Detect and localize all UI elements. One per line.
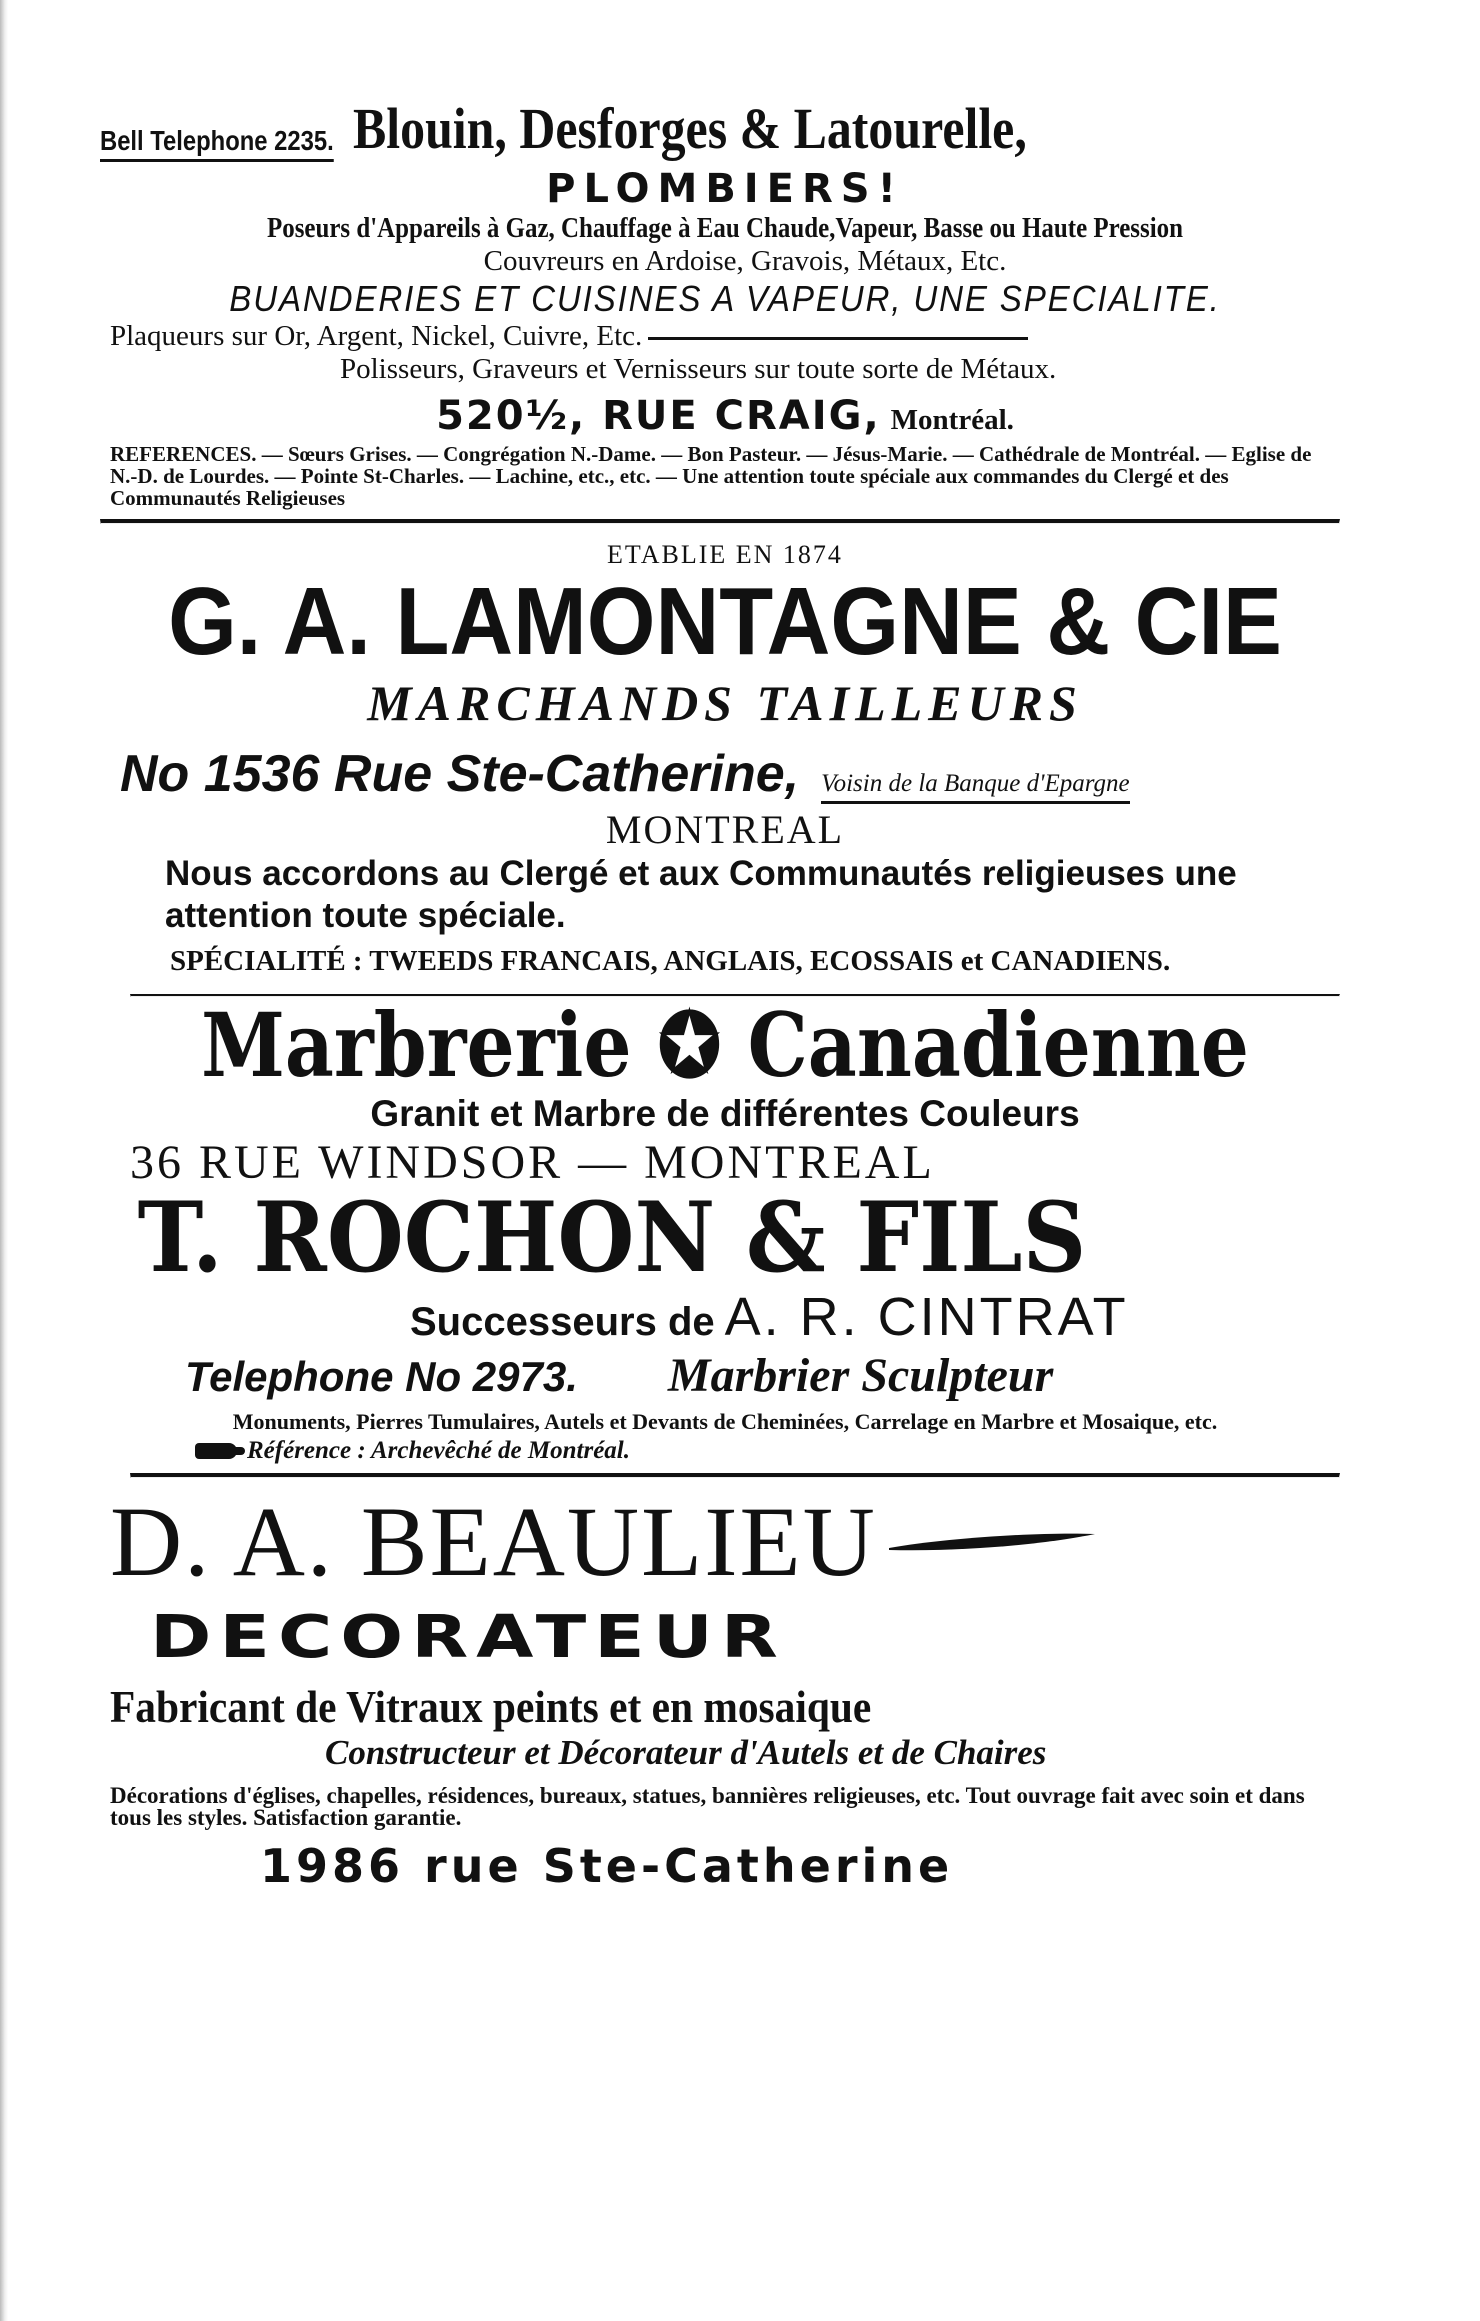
ad3-sculptor: Marbrier Sculpteur (667, 1349, 1054, 1402)
ad2-city: MONTREAL (605, 807, 845, 852)
ad1-references: REFERENCES. — Sœurs Grises. — Congrégation N.-Dame. — Bon Pasteur. — Jésus-Marie. — Cathédrale de Montréal. — Eglise de N.-D. de Lourdes. — Pointe St-Charles. — Lachine, etc., etc. — Une attention toute spéciale aux commandes du Clergé et des Communautés Religieuses (110, 442, 1312, 510)
page-edge-shadow (0, 0, 8, 2321)
ad1-city: Montréal. (890, 404, 1014, 436)
ad2-established: ETABLIE EN 1874 (607, 540, 843, 569)
ad3-subtitle: Granit et Marbre de différentes Couleurs (370, 1093, 1080, 1134)
ad4-description: Décorations d'églises, chapelles, résidences, bureaux, statues, bannières religieuses, etc. Tout ouvrage fait avec soin et dans tous les styles. Satisfaction garantie. (110, 1783, 1305, 1830)
ad2-trade: MARCHANDS TAILLEURS (367, 675, 1083, 731)
ad3-successors-prefix: Successeurs de (410, 1300, 715, 1344)
ad3-telephone-row (110, 1348, 1340, 1403)
ad3-successors (110, 1286, 1340, 1348)
ad4-trade: DECORATEUR (150, 1602, 786, 1672)
divider-1 (100, 519, 1340, 524)
ad1-roofing-line: Couvreurs en Ardoise, Gravois, Métaux, Etc. (483, 245, 1007, 277)
ad-marbrerie-canadienne (110, 993, 1340, 1465)
ad1-plating-text: Plaqueurs sur Or, Argent, Nickel, Cuivre, Etc. (110, 320, 643, 352)
divider-3 (130, 1473, 1340, 1478)
ad2-clergy-text: Nous accordons au Clergé et aux Communautés religieuses une attention toute spéciale. (165, 854, 1237, 935)
ad3-successors-name: A. R. CINTRAT (724, 1287, 1129, 1347)
ad1-plating-rule (648, 337, 1028, 340)
ad-blouin-desforges-latourelle (100, 95, 1340, 510)
ad1-services-line: Poseurs d'Appareils à Gaz, Chauffage à Eau Chaude,Vapeur, Basse ou Haute Pression (267, 212, 1183, 244)
advertisement-page (100, 95, 1340, 1893)
ad-beaulieu (110, 1486, 1340, 1893)
ad3-reference-row (110, 1437, 1340, 1465)
ad4-constructeur: Constructeur et Décorateur d'Autels et de Chaires (325, 1733, 1047, 1772)
ad2-address: No 1536 Rue Ste-Catherine, (120, 745, 800, 803)
pointing-hand-icon (195, 1443, 237, 1459)
ad1-telephone: Bell Telephone 2235. (100, 125, 334, 162)
ad3-address: 36 RUE WINDSOR — MONTREAL (130, 1136, 935, 1189)
ad3-telephone: Telephone No 2973. (185, 1353, 578, 1400)
swash-ornament (887, 1528, 1097, 1556)
ad2-specialty: SPÉCIALITÉ : TWEEDS FRANCAIS, ANGLAIS, ECOSSAIS et CANADIENS. (170, 945, 1171, 977)
ad1-polishing-line: Polisseurs, Graveurs et Vernisseurs sur toute sorte de Métaux. (340, 353, 1057, 385)
ad2-firm-name: G. A. LAMONTAGNE & CIE (168, 568, 1282, 675)
ad2-address-row (120, 744, 1340, 804)
ad1-street: 520½, RUE CRAIG, (436, 393, 881, 439)
ad3-firm: T. ROCHON & FILS (137, 1181, 1087, 1294)
ad3-reference: Référence : Archevêché de Montréal. (247, 1437, 630, 1464)
ad3-items: Monuments, Pierres Tumulaires, Autels et Devants de Cheminées, Carrelage en Marbre et Mosaique, etc. (232, 1409, 1218, 1434)
ad4-fabricant: Fabricant de Vitraux peints et en mosaique (110, 1681, 872, 1732)
ad1-trade: PLOMBIERS! (546, 166, 904, 212)
ad3-name: Marbrerie ✪ Canadienne (201, 993, 1249, 1097)
ad4-address: 1986 rue Ste-Catherine (260, 1839, 954, 1893)
ad4-header (110, 1486, 1340, 1597)
ad1-plating-line (110, 320, 1340, 353)
ad1-specialty: BUANDERIES ET CUISINES A VAPEUR, UNE SPECIALITE. (229, 278, 1221, 319)
ad-lamontagne (110, 540, 1340, 978)
ad2-neighbor: Voisin de la Banque d'Epargne (821, 770, 1130, 804)
ad1-header (100, 95, 1340, 162)
ad1-firm-name: Blouin, Desforges & Latourelle, (352, 96, 1027, 161)
ad1-address (110, 392, 1340, 439)
ad4-name: D. A. BEAULIEU (110, 1486, 877, 1597)
